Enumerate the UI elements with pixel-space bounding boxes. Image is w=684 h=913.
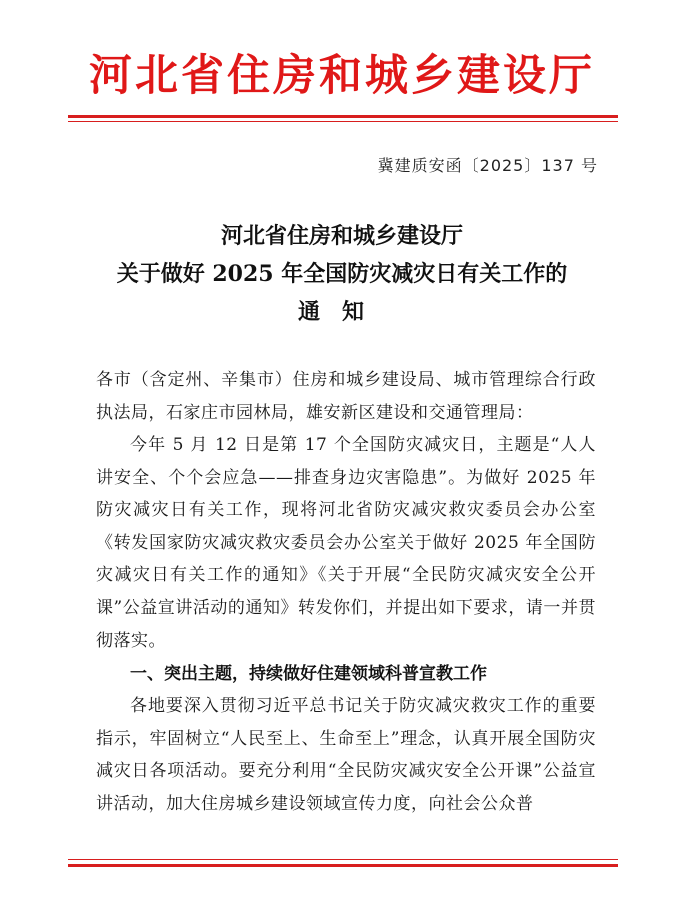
salutation: 各市（含定州、辛集市）住房和城乡建设局、城市管理综合行政执法局，石家庄市园林局，雄安新区建设和交通管理局：: [96, 370, 596, 423]
section-heading-1: 一、突出主题，持续做好住建领域科普宣教工作: [130, 664, 487, 684]
footer-rule-thin: [68, 859, 618, 860]
header-rule-thin: [68, 121, 618, 122]
document-number: 冀建质安函〔2025〕137 号: [377, 156, 598, 175]
paragraph-section-1: 各地要深入贯彻习近平总书记关于防灾减灾救灾工作的重要指示，牢固树立“人民至上、生命至上”理念，认真开展全国防灾减灾日各项活动。要充分利用“全民防灾减灾安全公开课”公益宣讲活动，加大住房城乡建设领域宣传力度，向社会公众普: [96, 696, 596, 814]
agency-masthead: 河北省住房和城乡建设厅: [89, 51, 595, 101]
document-title-line1: 河北省住房和城乡建设厅: [220, 223, 463, 249]
footer-rule-thick: [68, 864, 618, 867]
paragraph-intro: 今年 5 月 12 日是第 17 个全国防灾减灾日，主题是“人人讲安全、个个会应急——排查身边灾害隐患”。为做好 2025 年防灾减灾日有关工作，现将河北省防灾减灾救灾委员会办公室《转发国家防灾减灾救灾委员会办公室关于做好 2025 年全国防灾减灾日有关工作的通知》《关于开展“全民防灾减灾安全公开课”公益宣讲活动的通知》转发你们，并提出如下要求，请一并贯彻落实。: [96, 435, 596, 651]
header-rule-thick: [68, 115, 618, 118]
document-title-line2: 关于做好 2025 年全国防灾减灾日有关工作的: [116, 261, 568, 287]
document-title-line3: 通知: [297, 299, 386, 325]
